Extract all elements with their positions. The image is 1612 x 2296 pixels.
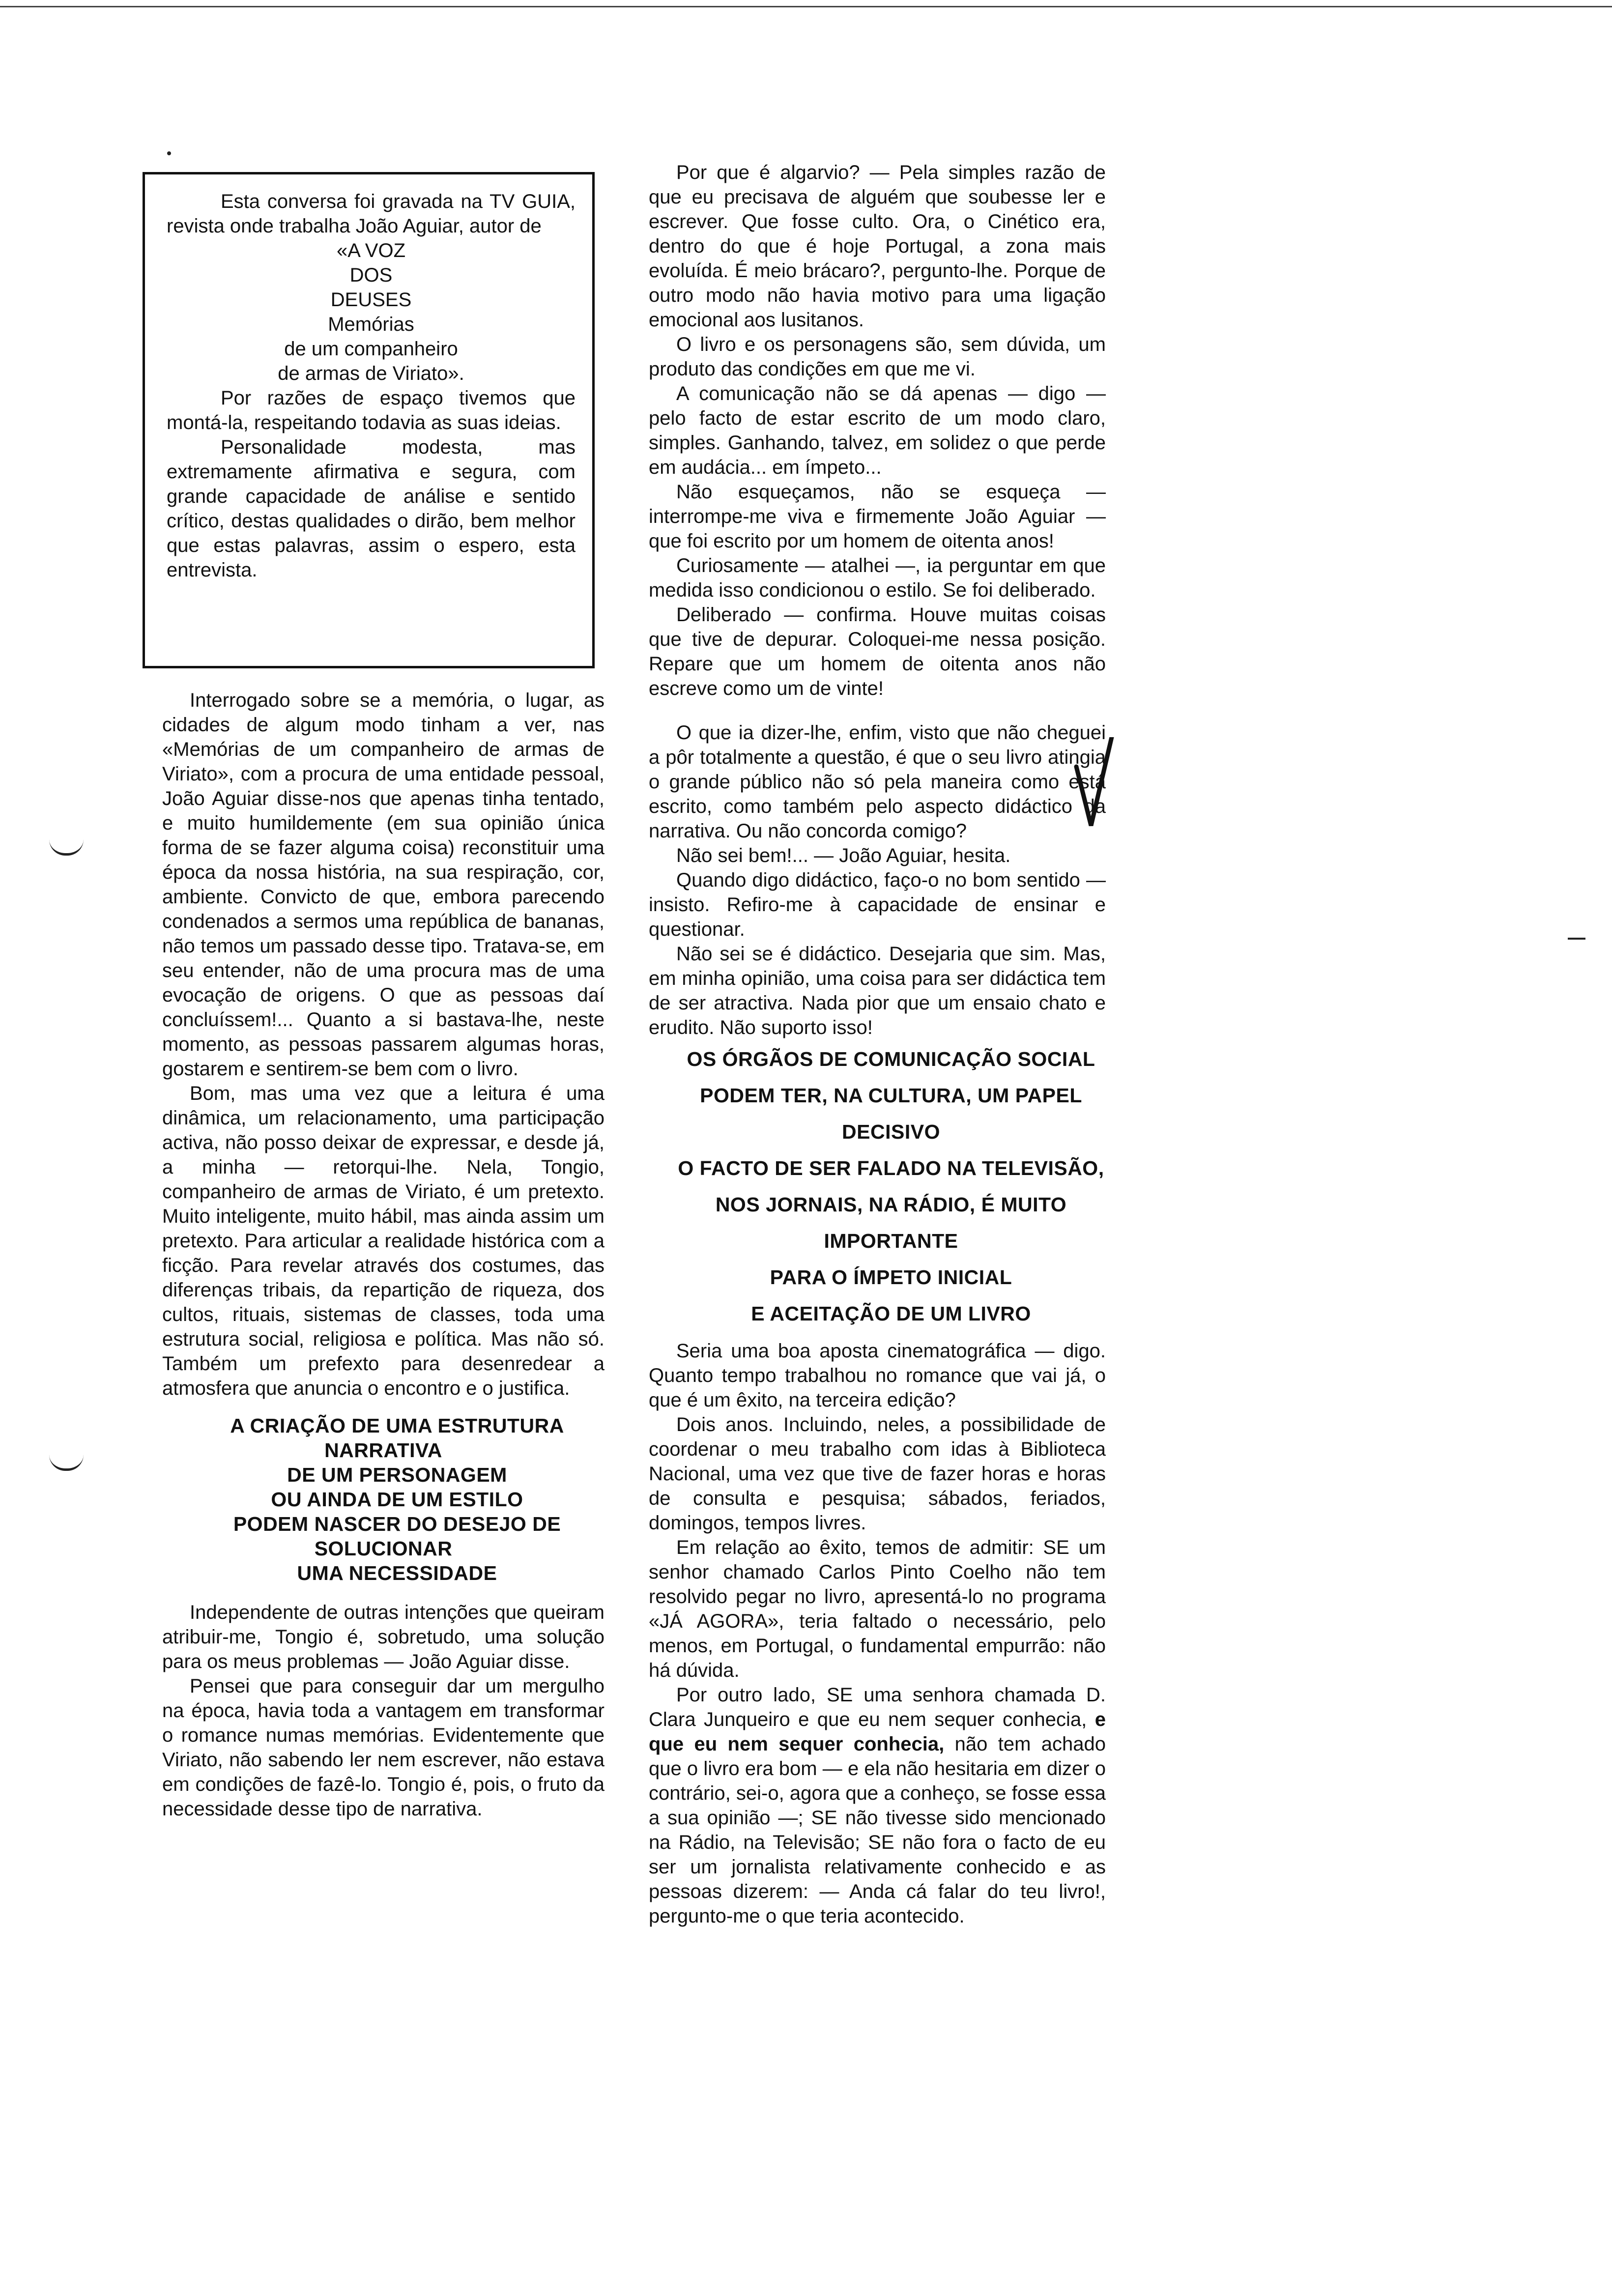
right-paragraph-14-start: Por outro lado, SE uma senhora chamada D. Clara Junqueiro e que eu nem sequer conhecia, xyxy=(649,1684,1106,1730)
left-headline xyxy=(162,1413,604,1585)
binder-hole-mark-lower xyxy=(49,1455,84,1471)
right-headline-line-3: DECISIVO xyxy=(842,1120,940,1143)
left-paragraph-1: Interrogado sobre se a memória, o lugar, as cidades de algum modo tinham a ver, nas «Memórias de um companheiro de armas de Viriato», com a procura de uma entidade pessoal, João Aguiar disse-nos que apenas tinha tentado, e muito humildemente (em sua opinião única forma de se fazer alguma coisa) reconstituir uma época da nossa história, na sua respiração, cor, ambiente. Convicto de que, embora parecendo condenados a sermos uma república de bananas, não temos um passado desse tipo. Tratava-se, em seu entender, não de uma procura mas de uma evocação de origens. O que as pessoas daí concluíssem!... Quanto a si bastava-lhe, neste momento, as pessoas passarem algumas horas, gostarem e sentirem-se bem com o livro. xyxy=(162,689,604,1080)
book-title-line-3: DEUSES xyxy=(330,289,412,311)
right-paragraph-13: Em relação ao êxito, temos de admitir: SE um senhor chamado Carlos Pinto Coelho não tem resolvido pegar no livro, apresentá-lo no programa «JÁ AGORA», teria faltado o necessário, pelo menos, em Portugal, o fundamental empurrão: não há dúvida. xyxy=(649,1537,1106,1681)
right-paragraph-4: Não esqueçamos, não se esqueça — interrompe-me viva e firmemente João Aguiar — que foi escrito por um homem de oitenta anos! xyxy=(649,481,1106,552)
right-paragraph-10: Não sei se é didáctico. Desejaria que sim. Mas, em minha opinião, uma coisa para ser didáctica tem de ser atractiva. Nada pior que um ensaio chato e erudito. Não suporto isso! xyxy=(649,943,1106,1038)
right-headline-line-2: PODEM TER, NA CULTURA, UM PAPEL xyxy=(700,1084,1082,1107)
right-headline xyxy=(649,1047,1106,1326)
book-title-line-2: DOS xyxy=(349,264,393,286)
right-paragraph-5: Curiosamente — atalhei —, ia perguntar em que medida isso condicionou o estilo. Se foi deliberado. xyxy=(649,555,1106,601)
right-paragraph-8: Não sei bem!... — João Aguiar, hesita. xyxy=(676,845,1011,866)
right-column xyxy=(649,160,1106,1928)
right-paragraph-6: Deliberado — confirma. Houve muitas coisas que tive de depurar. Coloquei-me nessa posição. Repare que um homem de oitenta anos não escreve como um de vinte! xyxy=(649,604,1106,699)
margin-dash-mark xyxy=(1568,924,1585,940)
left-paragraph-2: Bom, mas uma vez que a leitura é uma dinâmica, um relacionamento, uma participação activa, não posso deixar de expressar, e desde já, a minha — retorqui-lhe. Nela, Tongio, companheiro de armas de Viriato, é um pretexto. Muito inteligente, muito hábil, mas ainda assim um pretexto. Para articular a realidade histórica com a ficção. Para revelar através dos costumes, das diferenças tribais, da repartição de riqueza, dos cultos, rituais, sistemas de classes, toda uma estrutura social, religiosa e política. Mas não só. Também um prefexto para desenredear a atmosfera que anuncia o encontro e o justifica. xyxy=(162,1083,604,1399)
right-paragraph-14-bold: e que eu nem sequer conhecia, xyxy=(649,1709,1106,1755)
right-paragraph-7: O que ia dizer-lhe, enfim, visto que não cheguei a pôr totalmente a questão, é que o seu livro atingia o grande público não só pela maneira como está escrito, como também pelo aspecto didáctico da narrativa. Ou não concorda comigo? xyxy=(649,722,1106,842)
left-headline-line-5: UMA NECESSIDADE xyxy=(297,1562,497,1584)
intro-paragraph-3: Personalidade modesta, mas extremamente afirmativa e segura, com grande capacidade de análise e sentido crítico, destas qualidades o dirão, bem melhor que estas palavras, assim o espero, esta entrevista. xyxy=(167,436,576,581)
left-headline-line-2: DE UM PERSONAGEM xyxy=(287,1464,507,1486)
left-paragraph-4: Pensei que para conseguir dar um mergulho na época, havia toda a vantagem em transformar o romance numas memórias. Evidentemente que Viriato, não sabendo ler nem escrever, não estava em condições de fazê-lo. Tongio é, pois, o fruto da necessidade desse tipo de narrativa. xyxy=(162,1675,604,1820)
left-headline-line-3: OU AINDA DE UM ESTILO xyxy=(271,1488,523,1511)
book-title-line-4: Memórias xyxy=(328,314,414,335)
right-headline-line-7: PARA O ÍMPETO INICIAL xyxy=(770,1266,1012,1289)
left-column-upper xyxy=(162,688,604,1821)
right-headline-line-4: O FACTO DE SER FALADO NA TELEVISÃO, xyxy=(678,1157,1104,1179)
right-paragraph-2: O livro e os personagens são, sem dúvida, um produto das condições em que me vi. xyxy=(649,334,1106,380)
intro-paragraph-2: Por razões de espaço tivemos que montá-la, respeitando todavia as suas ideias. xyxy=(167,387,576,433)
right-paragraph-1: Por que é algarvio? — Pela simples razão de que eu precisava de alguém que soubesse ler e escrever. Que fosse culto. Ora, o Cinético era, dentro do que é hoje Portugal, a zona mais evoluída. É meio brácaro?, pergunto-lhe. Porque de outro modo não havia motivo para uma ligação emocional aos lusitanos. xyxy=(649,162,1106,331)
right-headline-line-5: NOS JORNAIS, NA RÁDIO, É MUITO xyxy=(715,1193,1067,1216)
scan-dot xyxy=(167,151,171,155)
left-paragraph-3: Independente de outras intenções que queiram atribuir-me, Tongio é, sobretudo, uma solução para os meus problemas — João Aguiar disse. xyxy=(162,1602,604,1672)
book-title-line-1: «A VOZ xyxy=(336,240,406,261)
right-paragraph-14 xyxy=(649,1683,1106,1928)
right-paragraph-12: Dois anos. Incluindo, neles, a possibilidade de coordenar o meu trabalho com idas à Biblioteca Nacional, uma vez que tive de fazer horas e horas de consulta e pesquisa; sábados, feriados, domingos, tempos livres. xyxy=(649,1414,1106,1534)
handwritten-pen-stroke xyxy=(1071,737,1116,831)
right-headline-line-8: E ACEITAÇÃO DE UM LIVRO xyxy=(751,1302,1031,1325)
right-paragraph-3: A comunicação não se dá apenas — digo — pelo facto de estar escrito de um modo claro, simples. Ganhando, talvez, em solidez o que perde em audácia... em ímpeto... xyxy=(649,383,1106,478)
binder-hole-mark-upper xyxy=(49,839,84,856)
intro-box xyxy=(143,172,595,668)
intro-paragraph-1: Esta conversa foi gravada na TV GUIA, revista onde trabalha João Aguiar, autor de xyxy=(167,191,576,237)
left-headline-line-4: PODEM NASCER DO DESEJO DE SOLUCIONAR xyxy=(233,1513,561,1560)
book-title-line-6: de armas de Viriato». xyxy=(278,363,464,384)
right-headline-line-6: IMPORTANTE xyxy=(824,1230,958,1252)
book-title-block xyxy=(167,238,576,386)
book-title-line-5: de um companheiro xyxy=(284,338,458,360)
top-scan-rule xyxy=(0,6,1612,7)
right-headline-line-1: OS ÓRGÃOS DE COMUNICAÇÃO SOCIAL xyxy=(687,1048,1095,1070)
right-paragraph-9: Quando digo didáctico, faço-o no bom sentido — insisto. Refiro-me à capacidade de ensinar e questionar. xyxy=(649,869,1106,940)
right-paragraph-11: Seria uma boa aposta cinematográfica — digo. Quanto tempo trabalhou no romance que vai já, o que é um êxito, na terceira edição? xyxy=(649,1340,1106,1411)
right-paragraph-14-end: não tem achado que o livro era bom — e ela não hesitaria em dizer o contrário, sei-o, agora que a conheço, se fosse essa a sua opinião —; SE não tivesse sido mencionado na Rádio, na Televisão; SE não fora o facto de eu ser um jornalista relativamente conhecido e as pessoas dizerem: — Anda cá falar do teu livro!, pergunto-me o que teria acontecido. xyxy=(649,1733,1106,1927)
left-headline-line-1: A CRIAÇÃO DE UMA ESTRUTURA NARRATIVA xyxy=(230,1414,564,1462)
